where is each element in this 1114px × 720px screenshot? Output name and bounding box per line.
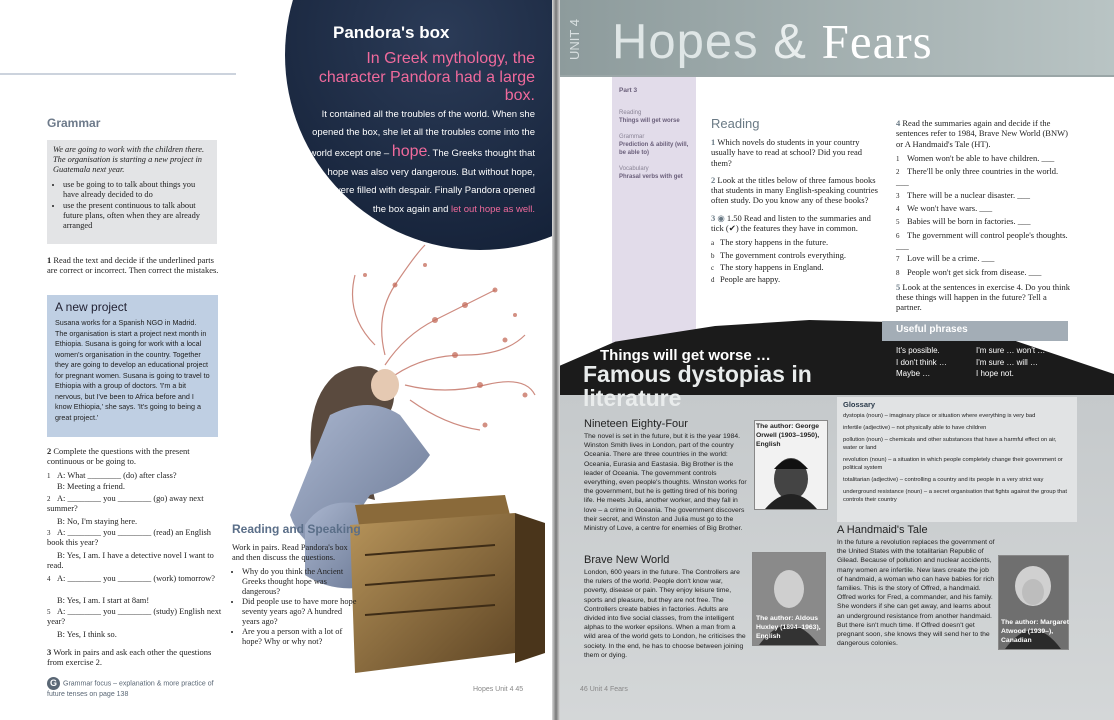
- banner-big-title: Famous dystopias in literature: [583, 361, 812, 411]
- grammar-g-icon: G: [47, 677, 60, 690]
- question-line: 1 A: What ________ (do) after class?: [47, 471, 177, 480]
- part-sidebar: [612, 77, 696, 355]
- useful-phrases-heading: Useful phrases: [882, 321, 1068, 341]
- new-project-heading: A new project: [55, 300, 128, 314]
- grammar-bullet: • use the present continuous to talk about future plans, often when they are already arranged: [63, 201, 211, 231]
- grammar-box: [47, 140, 217, 244]
- reading-questions: [711, 137, 879, 287]
- pandora-text-2: . The Greeks thought that hope was also very dangerous. But without hope, people were filled with despair. Finally Pandora opened the box again and: [302, 147, 535, 216]
- phrase: I don't think …: [896, 357, 947, 367]
- phrase: It's possible.: [896, 346, 940, 355]
- pandora-lead: In Greek mythology, the character Pandora had a large box.: [318, 50, 535, 104]
- top-rule: [0, 73, 236, 75]
- glossary-item: infertile (adjective) – not physically able to have children: [843, 425, 987, 431]
- grammar-example: We are going to work with the children there. The organisation is starting a new project in Guatemala next year.: [53, 145, 205, 174]
- new-project-box: [47, 295, 218, 437]
- sidebar-skill: Reading: [619, 110, 642, 116]
- glossary-item: dystopia (noun) – imaginary place or situation where everything is very bad: [843, 413, 1036, 419]
- statement: 7 Love will be a crime. ___: [896, 253, 995, 264]
- glossary-item: underground resistance (noun) – a secret organisation that fights against the group that controls their country: [843, 489, 1067, 503]
- feature-option: a The story happens in the future.: [711, 237, 829, 248]
- title-fears: Fears: [821, 14, 933, 69]
- phrase: Maybe …: [896, 369, 931, 378]
- title-amp: &: [773, 15, 807, 69]
- grammar-focus-note: G Grammar focus – explanation & more practice of future tenses on page 138: [47, 678, 214, 698]
- reading-speaking-heading: Reading and Speaking: [232, 522, 361, 536]
- nineteen-eighty-four-title: Nineteen Eighty-Four: [584, 418, 688, 430]
- statement: 5 Babies will be born in factories. ___: [896, 216, 1031, 227]
- glossary-box: [837, 397, 1077, 522]
- handmaids-tale-title: A Handmaid's Tale: [837, 524, 928, 536]
- nineteen-eighty-four-text: The novel is set in the future, but it is the year 1984. Winston Smith lives in London, part of the country Oceania. There are three countries in the world: Oceania, Eurasia and Eastasia. Big Brother is the leader of Oceania. The government controls everything, even people's thoughts. Winston works for the government, but he is getting tired of his boring life. He meets Julia, another worker, and they fall in love – a crime in Oceania. The government discovers their secret, and Winston and Julia must go to the Ministry of Love, a centre for enemies of Big Brother.: [584, 433, 747, 533]
- exercise-1: 1 Read the text and decide if the underlined parts are correct or incorrect. Then correct the mistakes.: [47, 255, 219, 275]
- statement: 8 People won't get sick from disease. ___: [896, 266, 1042, 277]
- exercise-5: 5 Look at the sentences in exercise 4. Do you think these things will happen in the future? Tell a partner.: [896, 281, 1070, 313]
- pandora-title: Pandora's box: [333, 23, 450, 42]
- unit-label: UNIT 4: [567, 19, 582, 60]
- feature-option: d People are happy.: [711, 274, 781, 285]
- right-page-footer: 46 Unit 4 Fears: [580, 686, 628, 693]
- question-line: 2 A: ________ you ________ (go) away next summer?: [47, 494, 204, 513]
- audio-icon[interactable]: ◉: [717, 212, 727, 223]
- question-line: B: No, I'm staying here.: [57, 517, 138, 526]
- orwell-caption: The author: George Orwell (1903–1950), English: [756, 423, 820, 449]
- reading-speaking-text: [232, 543, 360, 647]
- sidebar-topic: Things will get worse: [619, 118, 680, 124]
- sidebar-topic: Prediction & ability (will, be able to): [619, 142, 689, 156]
- statement: 2 There'll be only three countries in the world. ___: [896, 166, 1059, 188]
- question-line: B: Yes, I am. I have a detective novel I want to read.: [47, 551, 214, 570]
- discussion-question: • Are you a person with a lot of hope? Why or why not?: [242, 627, 360, 647]
- question-line: B: Yes, I am. I start at 8am!: [57, 596, 150, 605]
- question-line: 5 A: ________ you ________ (study) English next year?: [47, 607, 222, 626]
- feature-option: c The story happens in England.: [711, 261, 824, 272]
- new-project-text: Susana works for a Spanish NGO in Madrid. The organisation is start a project next month in Ethiopia. Susana is going for work with a local women's organisation in the country. Together they are going to develop an educational project for pregnant women. Susana is going to travel to Ethiopia with a group of doctors. 'I'm a bit nervous, but I've been to Africa before and I know Ethiopia,' she says. 'It's going to being a great project.': [55, 318, 210, 422]
- pandora-text: [300, 50, 535, 220]
- discussion-question: • Why do you think the Ancient Greeks thought hope was dangerous?: [242, 567, 360, 597]
- phrase: I'm sure … will …: [976, 357, 1038, 367]
- phrase: I'm sure … won't …: [976, 346, 1046, 355]
- pandora-end: let out hope as well.: [451, 204, 535, 216]
- glossary-heading: Glossary: [843, 400, 876, 409]
- reading-heading: Reading: [711, 116, 760, 131]
- discussion-question: • Did people use to have more hope seventy years ago? A hundred years ago?: [242, 597, 360, 627]
- statement: 6 The government will control people's thoughts. ___: [896, 229, 1068, 251]
- question-line: B: Yes, I think so.: [57, 630, 117, 639]
- unit-title: [612, 13, 933, 70]
- sidebar-skill: Vocabulary: [619, 166, 649, 172]
- exercise-4: 4 Read the summaries again and decide if the sentences refer to 1984, Brave New World (BNW) or A Handmaid's Tale (HT). 1 Women won't be able to have children. ___ 2 There'll be only three countries in the world. ___ 3 There will be a nuclear disaster. ___ 4 We won't have wars. ___ 5 Babies will be born in factories. ___ 6 The government will control people's thoughts. ___ 7 Love will be a crime. ___ 8 People won't get sick from disease. ___ 5 Look at the sentences in exercise 4. Do you think these things will happen in the future? Tell a partner.: [896, 118, 1070, 313]
- book-gutter: [552, 0, 560, 720]
- sidebar-topic: Phrasal verbs with get: [619, 174, 683, 180]
- phrase: I hope not.: [976, 369, 1014, 378]
- statement: 4 We won't have wars. ___: [896, 203, 993, 214]
- reading-q2: 2 Look at the titles below of three famous books that students in many English-speaking countries often study. Do you know any of these books?: [711, 174, 878, 206]
- atwood-caption: The author: Margaret Atwood (1939–), Canadian: [1001, 619, 1069, 644]
- statement: 3 There will be a nuclear disaster. ___: [896, 189, 1030, 200]
- question-line: 3 A: ________ you ________ (read) an English book this year?: [47, 528, 211, 547]
- left-page-footer: Hopes Unit 4 45: [473, 686, 524, 693]
- pandora-text-1: It contained all the troubles of the world. When she opened the box, she let all the troubles come into the world except one –: [309, 108, 535, 159]
- part-label: Part 3: [619, 87, 638, 94]
- question-line: B: Meeting a friend.: [57, 482, 125, 491]
- grammar-heading: Grammar: [47, 116, 101, 130]
- statement: 1 Women won't be able to have children. ___: [896, 152, 1055, 163]
- brave-new-world-title: Brave New World: [584, 554, 670, 566]
- title-hopes: Hopes: [612, 15, 759, 69]
- reading-speaking-intro: Work in pairs. Read Pandora's box and then discuss the questions.: [232, 543, 348, 562]
- banner-small-title: Things will get worse …: [600, 347, 771, 364]
- question-line: 4 A: ________ you ________ (work) tomorrow?: [47, 574, 215, 583]
- pandora-hope-word: hope: [391, 142, 428, 160]
- exercise-2: 2 Complete the questions with the present continuous or be going to.: [47, 446, 190, 466]
- reading-q3: 3 ◉ 1.50 Read and listen to the summaries and tick (✔) the features they have in common. a The story happens in the future. b The government controls everything. c The story happens in England. d People are happy.: [711, 213, 879, 286]
- useful-phrases-list: [896, 345, 1076, 380]
- brave-new-world-text: London, 600 years in the future. The Controllers are the rulers of the world. People don't know war, poverty, disease or pain. They enjoy leisure time, sports and pleasure, but they are not free. The Controllers create babies in factories. Adults are divided into five social classes, from the intelligent alphas to the worker epsilons. When a man from a wild area of the world gets to London, he criticises the society. In the end, he has to choose between joining them or dying.: [584, 569, 746, 659]
- feature-option: b The government controls everything.: [711, 249, 847, 260]
- handmaids-tale-text: In the future a revolution replaces the government of the United States with the totalitarian Republic of Gilead. Because of pollution and nuclear accidents, many women are infertile. New laws create the job of handmaid, a woman who can have babies for rich families. This is the story of Offred, a handmaid. Offred works for Fred, a commander, and his family. She wonders if she can get away, and learns about an underground resistance from another handmaid. But there isn't much time. If Offred doesn't get pregnant soon, she knows they will send her to the dangerous colonies.: [837, 539, 995, 648]
- grammar-bullet: • use be going to to talk about things you have already decided to do: [63, 180, 211, 200]
- huxley-caption: The author: Aldous Huxley (1894–1963), English: [756, 615, 821, 640]
- glossary-item: totalitarian (adjective) – controlling a country and its people in a very strict way: [843, 477, 1044, 483]
- exercise-3: 3 Work in pairs and ask each other the questions from exercise 2.: [47, 647, 212, 667]
- reading-q1: 1 Which novels do students in your country usually have to read at school? Did you read them?: [711, 137, 863, 168]
- glossary-item: revolution (noun) – a situation in which people completely change their government or political system: [843, 457, 1063, 471]
- sidebar-skill: Grammar: [619, 134, 645, 140]
- glossary-item: pollution (noun) – chemicals and other substances that have a harmful effect on air, water or land: [843, 437, 1057, 451]
